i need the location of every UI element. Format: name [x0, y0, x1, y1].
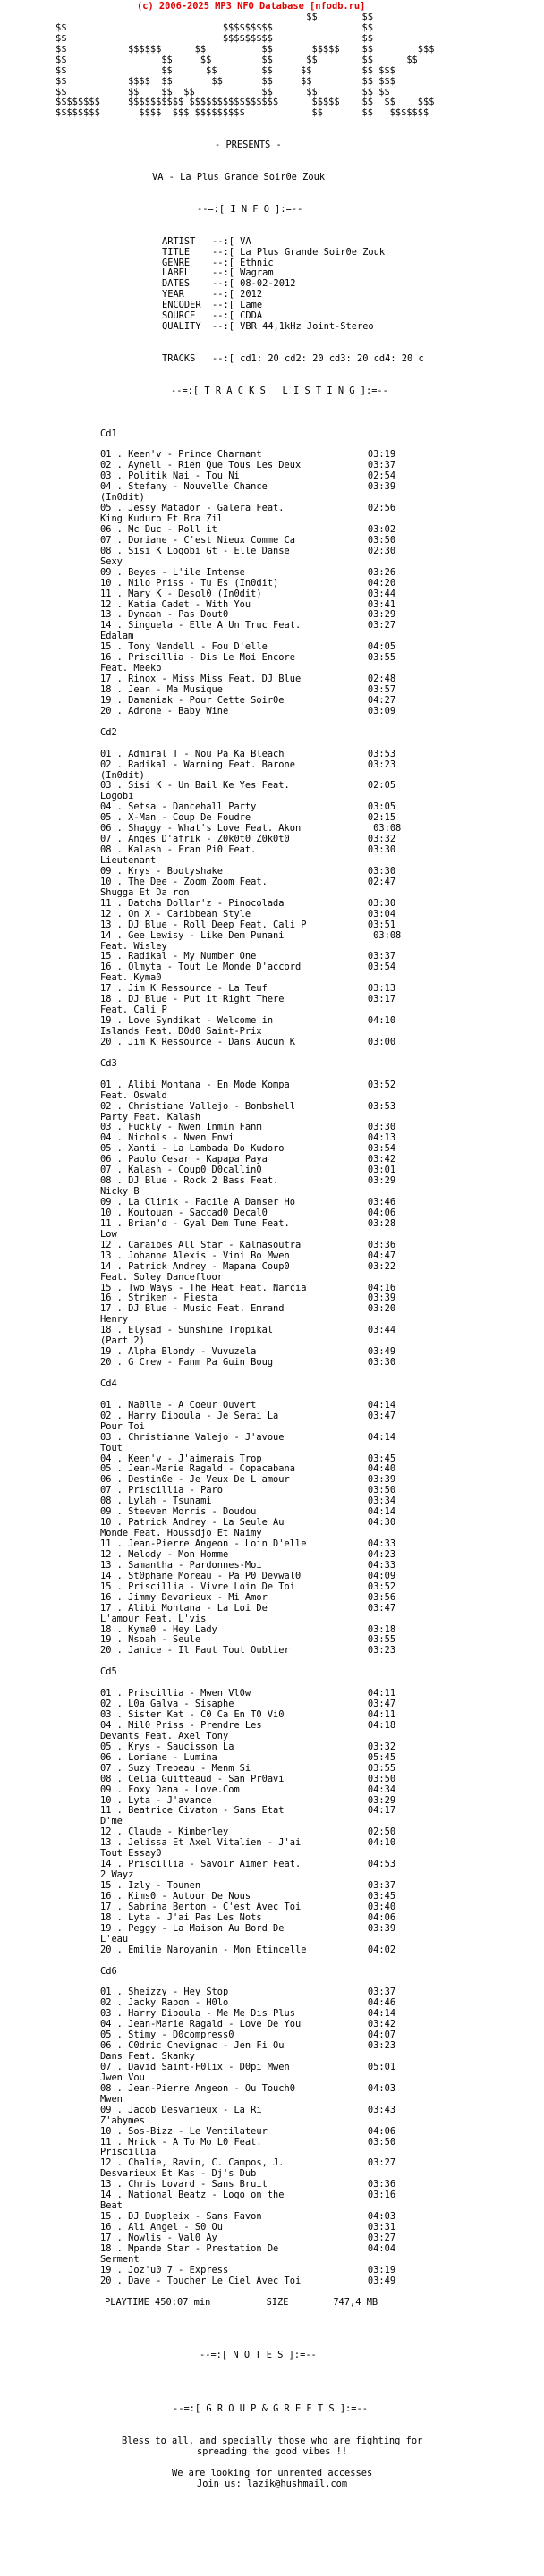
track-line: 13 . Jelissa Et Axel Vitalien - J'ai 04:10	[100, 1837, 396, 1849]
track-line: 14 . St0phane Moreau - Pa P0 Devwal0 04:09	[100, 1570, 396, 1581]
track-line: 13 . DJ Blue - Roll Deep Feat. Cali P 03:51	[100, 919, 396, 930]
track-line: Party Feat. Kalash	[100, 1111, 201, 1123]
track-line: Devants Feat. Axel Tony	[100, 1730, 229, 1741]
track-line: (In0dit)	[100, 492, 145, 504]
track-line: D'me	[100, 1816, 123, 1827]
tracks-listing-header: --=:[ T R A C K S L I S T I N G ]:=--	[171, 385, 388, 396]
info-row: QUALITY --:[ VBR 44,1kHz Joint-Stereo	[162, 321, 374, 333]
banner-line: $$$$$$$$ $$$$$$$$$$ $$$$$$$$$$$$$$$$ $$$$$ $$ $$ $$$	[55, 97, 435, 108]
track-line: 10 . Koutouan - Saccad0 Decal0 04:06	[100, 1207, 396, 1218]
track-line: Feat. Soley Dancefloor	[100, 1271, 224, 1283]
track-line: 07 . Suzy Trebeau - Menm Si 03:55	[100, 1762, 396, 1774]
track-line: 11 . Datcha Dollar'z - Pinocolada 03:30	[100, 897, 396, 909]
track-line: 03 . Harry Diboula - Me Me Dis Plus 04:14	[100, 2008, 396, 2020]
track-line: 15 . Izly - Tounen 03:37	[100, 1880, 396, 1891]
track-line: Priscillia	[100, 2147, 157, 2158]
track-line: 08 . Sisi K Logobi Gt - Elle Danse 02:30	[100, 545, 396, 556]
track-line: 20 . Janice - Il Faut Tout Oublier 03:23	[100, 1645, 396, 1657]
tracks-count-line: TRACKS --:[ cd1: 20 cd2: 20 cd3: 20 cd4: 20 c	[162, 352, 424, 364]
track-line: 12 . Caraibes All Star - Kalmasoutra 03:36	[100, 1239, 396, 1250]
track-line: 11 . Mary K - Desol0 (In0dit) 03:44	[100, 588, 396, 599]
track-line: 01 . Alibi Montana - En Mode Kompa 03:52	[100, 1079, 396, 1090]
track-line: 10 . The Dee - Zoom Zoom Feat. 02:47	[100, 876, 396, 887]
track-line: 10 . Lyta - J'avance 03:29	[100, 1794, 396, 1806]
track-line: 13 . Samantha - Pardonnes-Moi 04:33	[100, 1559, 396, 1571]
track-line: 16 . Priscillia - Dis Le Moi Encore 03:55	[100, 652, 396, 664]
track-line: 16 . Kims0 - Autour De Nous 03:45	[100, 1890, 396, 1902]
track-line: 19 . Joz'u0 7 - Express 03:19	[100, 2264, 396, 2275]
info-row: DATES --:[ 08-02-2012	[162, 278, 296, 290]
banner-line: $$ $$	[55, 11, 373, 22]
track-line: 06 . Loriane - Lumina 05:45	[100, 1751, 396, 1763]
track-line: 05 . Jean-Marie Ragald - Copacabana 04:40	[100, 1463, 396, 1475]
track-line: 10 . Sos-Bizz - Le Ventilateur 04:06	[100, 2125, 396, 2137]
track-line: 11 . Brian'd - Gyal Dem Tune Feat. 03:28	[100, 1217, 396, 1229]
track-line: 16 . Jimmy Devarieux - Mi Amor 03:56	[100, 1591, 396, 1603]
info-row: TITLE --:[ La Plus Grande Soir0e Zouk	[162, 246, 386, 258]
track-line: 19 . Peggy - La Maison Au Bord De 03:39	[100, 1922, 396, 1934]
track-line: 02 . Radikal - Warning Feat. Barone 03:23	[100, 758, 396, 770]
track-line: 09 . Krys - Bootyshake 03:30	[100, 865, 396, 877]
track-line: 08 . DJ Blue - Rock 2 Bass Feat. 03:29	[100, 1175, 396, 1187]
track-line: 04 . Mil0 Priss - Prendre Les 04:18	[100, 1719, 396, 1731]
track-line: Feat. Oswald	[100, 1089, 167, 1101]
track-line: 15 . Priscillia - Vivre Loin De Toi 03:52	[100, 1580, 396, 1592]
track-line: 19 . Damaniak - Pour Cette Soir0e 04:27	[100, 694, 396, 706]
track-line: 10 . Patrick Andrey - La Seule Au 04:30	[100, 1517, 396, 1529]
track-line: Dans Feat. Skanky	[100, 2051, 195, 2062]
track-line: (In0dit)	[100, 769, 145, 781]
info-row: LABEL --:[ Wagram	[162, 267, 274, 279]
track-line: Cd5	[100, 1666, 117, 1678]
track-line: 19 . Alpha Blondy - Vuvuzela 03:49	[100, 1346, 396, 1358]
track-line: 11 . Jean-Pierre Angeon - Loin D'elle 04:33	[100, 1538, 396, 1549]
banner-line: $$$$$$$$ $$$$ $$$ $$$$$$$$$ $$ $$ $$$$$$$	[55, 107, 429, 119]
track-line: 09 . Jacob Desvarieux - La Ri 03:43	[100, 2104, 396, 2115]
info-row: SOURCE --:[ CDDA	[162, 310, 263, 322]
track-line: 02 . L0a Galva - Sisaphe 03:47	[100, 1699, 396, 1710]
track-line: Pour Toi	[100, 1420, 145, 1432]
banner-line: $$ $$ $$ $$ $$ $$ $$	[55, 54, 418, 65]
track-line: Feat. Kyma0	[100, 972, 162, 984]
track-line: 12 . On X - Caribbean Style 03:04	[100, 908, 396, 919]
copyright-line[interactable]: (c) 2006-2025 MP3 NFO Database [nfodb.ru]	[137, 1, 366, 12]
track-line: 03 . Fuckly - Nwen Inmin Fanm 03:30	[100, 1122, 396, 1133]
track-line: 14 . Patrick Andrey - Mapana Coup0 03:22	[100, 1260, 396, 1272]
track-line: 01 . Na0lle - A Coeur Ouvert 04:14	[100, 1399, 396, 1411]
track-line: 01 . Priscillia - Mwen Vl0w 04:11	[100, 1688, 396, 1699]
track-line: Edalam	[100, 631, 134, 642]
banner-line: $$ $$$$$$$$$ $$	[55, 21, 373, 33]
track-line: 17 . Rinox - Miss Miss Feat. DJ Blue 02:48	[100, 674, 396, 685]
track-line: 02 . Harry Diboula - Je Serai La 03:47	[100, 1410, 396, 1421]
track-line: Tout	[100, 1442, 123, 1453]
track-line: 11 . Mrick - A To Mo L0 Feat. 03:50	[100, 2136, 396, 2148]
track-line: 03 . Sisi K - Un Bail Ke Yes Feat. 02:05	[100, 780, 396, 792]
banner-line: $$ $$$$$$$$$ $$	[55, 32, 373, 44]
track-line: 17 . Jim K Ressource - La Teuf 03:13	[100, 983, 396, 995]
track-line: 20 . Emilie Naroyanin - Mon Etincelle 04:02	[100, 1944, 396, 1955]
track-line: 14 . Gee Lewisy - Like Dem Punani 03:08	[100, 929, 402, 941]
track-line: 14 . Priscillia - Savoir Aimer Feat. 04:53	[100, 1859, 396, 1870]
track-line: 02 . Aynell - Rien Que Tous Les Deux 03:37	[100, 460, 396, 471]
track-line: Cd3	[100, 1057, 117, 1069]
track-line: 07 . Kalash - Coup0 D0callin0 03:01	[100, 1165, 396, 1176]
track-line: 04 . Jean-Marie Ragald - Love De You 03:42	[100, 2019, 396, 2030]
track-line: 18 . Jean - Ma Musique 03:57	[100, 684, 396, 695]
track-line: 04 . Keen'v - J'aimerais Trop 03:45	[100, 1453, 396, 1464]
greet-line: spreading the good vibes !!	[197, 2445, 348, 2457]
track-list	[0, 429, 544, 2287]
track-line: Tout Essay0	[100, 1848, 162, 1860]
track-line: Shugga Et Da ron	[100, 886, 190, 898]
track-line: Serment	[100, 2253, 140, 2265]
track-line: 09 . La Clinik - Facile A Danser Ho 03:46	[100, 1197, 396, 1208]
track-line: 01 . Admiral T - Nou Pa Ka Bleach 03:53	[100, 748, 396, 759]
track-line: (Part 2)	[100, 1335, 145, 1347]
notes-header: --=:[ N O T E S ]:=--	[200, 2350, 317, 2361]
track-line: 03 . Sister Kat - C0 Ca En T0 Vi0 04:11	[100, 1709, 396, 1720]
track-line: Beat	[100, 2200, 123, 2212]
track-line: 17 . DJ Blue - Music Feat. Emrand 03:20	[100, 1303, 396, 1315]
greet-line: We are looking for unrented accesses	[172, 2467, 373, 2479]
track-line: 12 . Melody - Mon Homme 04:23	[100, 1548, 396, 1560]
greet-line: Bless to all, and specially those who are fighting for	[122, 2435, 423, 2446]
presents-label: - PRESENTS -	[215, 140, 282, 151]
track-line: Desvarieux Et Kas - Dj's Dub	[100, 2168, 257, 2180]
track-line: 08 . Jean-Pierre Angeon - Ou Touch0 04:03	[100, 2082, 396, 2094]
banner-line: $$ $$$$ $$ $$ $$ $$ $$ $$$	[55, 75, 395, 87]
track-line: 05 . Jessy Matador - Galera Feat. 02:56	[100, 503, 396, 514]
greets-block	[0, 2436, 544, 2490]
track-line: 10 . Nilo Priss - Tu Es (In0dit) 04:20	[100, 577, 396, 589]
banner-line: $$ $$$$$$ $$ $$ $$$$$ $$ $$$	[55, 43, 435, 55]
track-line: 17 . Nowlis - Val0 Ay 03:27	[100, 2232, 396, 2243]
track-line: 02 . Jacky Rapon - H0lo 04:46	[100, 1997, 396, 2009]
info-row: GENRE --:[ Ethnic	[162, 257, 274, 268]
track-line: Cd1	[100, 428, 117, 439]
track-line: 17 . Alibi Montana - La Loi De 03:47	[100, 1602, 396, 1614]
track-line: Cd2	[100, 726, 117, 738]
track-line: Feat. Cali P	[100, 1004, 167, 1016]
track-line: 12 . Claude - Kimberley 02:50	[100, 1826, 396, 1838]
track-line: 18 . Kyma0 - Hey Lady 03:18	[100, 1623, 396, 1635]
track-line: 06 . Paolo Cesar - Kapapa Paya 03:42	[100, 1154, 396, 1165]
playtime-size-line: PLAYTIME 450:07 min SIZE 747,4 MB	[105, 2296, 378, 2308]
track-line: 01 . Keen'v - Prince Charmant 03:19	[100, 449, 396, 461]
track-line: 15 . DJ Duppleix - Sans Favon 04:03	[100, 2211, 396, 2223]
track-line: 18 . Lyta - J'ai Pas Les Nots 04:06	[100, 1911, 396, 1923]
track-line: 18 . DJ Blue - Put it Right There 03:17	[100, 994, 396, 1005]
track-line: 06 . Mc Duc - Roll it 03:02	[100, 523, 396, 535]
track-line: 13 . Chris Lovard - Sans Bruit 03:36	[100, 2179, 396, 2190]
track-line: L'amour Feat. L'vis	[100, 1613, 207, 1624]
track-line: 15 . Tony Nandell - Fou D'elle 04:05	[100, 641, 396, 653]
track-line: 20 . G Crew - Fanm Pa Guin Boug 03:30	[100, 1357, 396, 1368]
track-line: 09 . Steeven Morris - Doudou 04:14	[100, 1506, 396, 1518]
track-line: 02 . Christiane Vallejo - Bombshell 03:53	[100, 1100, 396, 1112]
track-line: 16 . Striken - Fiesta 03:39	[100, 1292, 396, 1304]
track-line: 19 . Nsoah - Seule 03:55	[100, 1634, 396, 1646]
track-line: 06 . Shaggy - What's Love Feat. Akon 03:08	[100, 823, 402, 835]
track-line: 13 . Dynaah - Pas Dout0 03:29	[100, 609, 396, 621]
track-line: 14 . Singuela - Elle A Un Truc Feat. 03:27	[100, 620, 396, 631]
track-line: 09 . Foxy Dana - Love.Com 04:34	[100, 1784, 396, 1795]
track-line: 08 . Lylah - Tsunami 03:34	[100, 1496, 396, 1507]
info-row: YEAR --:[ 2012	[162, 289, 263, 301]
track-line: 07 . Priscillia - Paro 03:50	[100, 1485, 396, 1496]
info-block	[0, 237, 544, 333]
track-line: King Kuduro Et Bra Zil	[100, 513, 224, 524]
info-row: ENCODER --:[ Lame	[162, 300, 263, 311]
track-line: 14 . National Beatz - Logo on the 03:16	[100, 2190, 396, 2201]
track-line: Cd6	[100, 1965, 117, 1977]
track-line: Monde Feat. Houssdjo Et Naimy	[100, 1528, 262, 1539]
track-line: 06 . Destin0e - Je Veux De L'amour 03:39	[100, 1474, 396, 1486]
track-line: 08 . Kalash - Fran Pi0 Feat. 03:30	[100, 844, 396, 856]
track-line: Logobi	[100, 791, 134, 802]
track-line: 09 . Beyes - L'ile Intense 03:26	[100, 566, 396, 578]
track-line: Jwen Vou	[100, 2072, 145, 2083]
track-line: 18 . Elysad - Sunshine Tropikal 03:44	[100, 1325, 396, 1336]
track-line: Henry	[100, 1314, 129, 1326]
track-line: 2 Wayz	[100, 1869, 134, 1881]
info-row: ARTIST --:[ VA	[162, 235, 251, 247]
track-line: 18 . Mpande Star - Prestation De 04:04	[100, 2242, 396, 2254]
track-line: L'eau	[100, 1933, 129, 1945]
track-line: 20 . Dave - Toucher Le Ciel Avec Toi 03:49	[100, 2275, 396, 2286]
track-line: 05 . X-Man - Coup De Foudre 02:15	[100, 812, 396, 824]
track-line: 03 . Christianne Valejo - J'avoue 04:14	[100, 1431, 396, 1443]
banner-line: $$ $$ $$ $$ $$ $$ $$ $$	[55, 86, 390, 97]
track-line: 06 . C0dric Chevignac - Jen Fi Ou 03:23	[100, 2040, 396, 2052]
groups-header: --=:[ G R O U P & G R E E T S ]:=--	[173, 2402, 368, 2414]
track-line: 16 . Ali Angel - S0 Ou 03:31	[100, 2222, 396, 2233]
track-line: 05 . Xanti - La Lambada Do Kudoro 03:54	[100, 1143, 396, 1155]
track-line: 04 . Nichols - Nwen Enwi 04:13	[100, 1132, 396, 1144]
track-line: 12 . Katia Cadet - With You 03:41	[100, 598, 396, 610]
track-line: 11 . Beatrice Civaton - Sans Etat 04:17	[100, 1805, 396, 1817]
track-line: Feat. Wisley	[100, 940, 167, 952]
track-line: Lieutenant	[100, 855, 157, 866]
track-line: 16 . Olmyta - Tout Le Monde D'accord 03:54	[100, 962, 396, 973]
track-line: 19 . Love Syndikat - Welcome in 04:10	[100, 1015, 396, 1027]
track-line: Nicky B	[100, 1186, 140, 1198]
ascii-banner	[0, 13, 544, 119]
track-line: 07 . Anges D'afrik - Z0k0t0 Z0k0t0 03:32	[100, 834, 396, 845]
track-line: 07 . Doriane - C'est Nieux Comme Ca 03:50	[100, 534, 396, 546]
greet-line: Join us: lazik@hushmail.com	[197, 2478, 348, 2489]
track-line: 03 . Politik Nai - Tou Ni 02:54	[100, 470, 396, 482]
track-line: Low	[100, 1228, 117, 1240]
track-line: 01 . Sheizzy - Hey Stop 03:37	[100, 1987, 396, 1998]
release-title: VA - La Plus Grande Soir0e Zouk	[152, 172, 326, 182]
track-line: Feat. Meeko	[100, 663, 162, 674]
track-line: 20 . Jim K Ressource - Dans Aucun K 03:00	[100, 1036, 396, 1047]
track-line: 15 . Radikal - My Number One 03:37	[100, 951, 396, 962]
track-line: 05 . Krys - Saucisson La 03:32	[100, 1741, 396, 1752]
track-line: 04 . Stefany - Nouvelle Chance 03:39	[100, 481, 396, 493]
banner-line: $$ $$ $$ $$ $$ $$ $$$	[55, 64, 395, 76]
track-line: 15 . Two Ways - The Heat Feat. Narcia 04:16	[100, 1282, 396, 1293]
track-line: Mwen	[100, 2093, 123, 2105]
track-line: 12 . Chalie, Ravin, C. Campos, J. 03:27	[100, 2157, 396, 2169]
track-line: Sexy	[100, 555, 123, 567]
track-line: Z'abymes	[100, 2114, 145, 2126]
info-header: --=:[ I N F O ]:=--	[197, 203, 303, 215]
track-line: Cd4	[100, 1377, 117, 1389]
track-line: 07 . David Saint-F0lix - D0pi Mwen 05:01	[100, 2061, 396, 2072]
track-line: 08 . Celia Guitteaud - San Pr0avi 03:50	[100, 1773, 396, 1784]
track-line: 05 . Stimy - D0compress0 04:07	[100, 2029, 396, 2041]
track-line: Islands Feat. D0d0 Saint-Prix	[100, 1026, 262, 1037]
track-line: 04 . Setsa - Dancehall Party 03:05	[100, 801, 396, 813]
track-line: 17 . Sabrina Berton - C'est Avec Toi 03:40	[100, 1901, 396, 1912]
track-line: 20 . Adrone - Baby Wine 03:09	[100, 705, 396, 716]
track-line: 13 . Johanne Alexis - Vini Bo Mwen 04:47	[100, 1250, 396, 1261]
